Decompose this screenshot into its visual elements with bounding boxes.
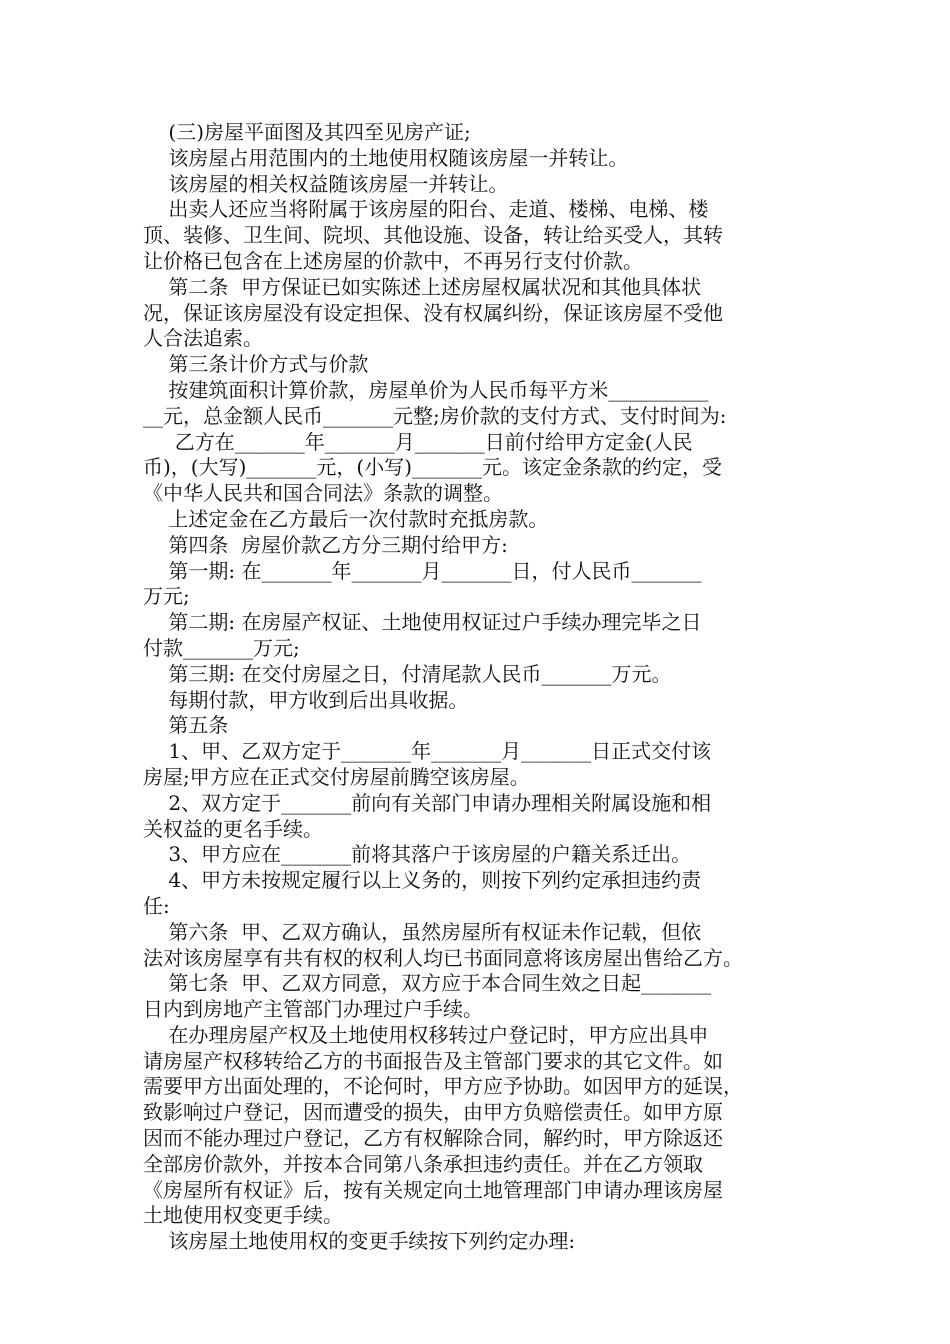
- contract-body: [143, 120, 813, 1255]
- text-line: 出卖人还应当将附属于该房屋的阳台、走道、楼梯、电梯、楼: [143, 197, 709, 222]
- payment-phase-2: 第二期: 在房屋产权证、土地使用权证过户手续办理完毕之日: [143, 610, 702, 635]
- text-line: 每期付款，甲方收到后出具收据。: [143, 687, 469, 712]
- text-line: 土地使用权变更手续。: [143, 1203, 343, 1228]
- text-line: 关权益的更名手续。: [143, 816, 323, 841]
- text-line: 付款_______万元;: [143, 635, 300, 660]
- text-line: 币)，(大写)_______元，(小写)_______元。该定金条款的约定，受: [143, 455, 723, 480]
- text-line: 万元;: [143, 584, 190, 609]
- text-line: 该房屋占用范围内的土地使用权随该房屋一并转让。: [143, 145, 629, 170]
- text-line: 3、甲方应在_______前将其落户于该房屋的户籍关系迁出。: [143, 842, 692, 867]
- article-5-heading: 第五条: [143, 713, 229, 738]
- text-line: 1、甲、乙双方定于_______年_______月_______日正式交付该: [143, 739, 712, 764]
- text-line: 需要甲方出面处理的，不论何时，甲方应予协助。如因甲方的延误，: [143, 1074, 743, 1099]
- text-line: (三)房屋平面图及其四至见房产证;: [143, 120, 471, 144]
- text-line: 全部房价款外，并按本合同第八条承担违约责任。并在乙方领取: [143, 1151, 703, 1176]
- text-line: 因而不能办理过户登记，乙方有权解除合同，解约时，甲方除返还: [143, 1126, 723, 1151]
- text-line: 按建筑面积计算价款，房屋单价为人民币每平方米__________: [143, 377, 709, 402]
- text-line: 在办理房屋产权及土地使用权移转过户登记时，甲方应出具申: [143, 1022, 709, 1047]
- text-line: 法对该房屋享有共有权的权利人均已书面同意将该房屋出售给乙方。: [143, 945, 743, 970]
- text-line: 请房屋产权移转给乙方的书面报告及主管部门要求的其它文件。如: [143, 1048, 723, 1073]
- article-2-line: 第二条 甲方保证已如实陈述上述房屋权属状况和其他具体状: [143, 274, 702, 299]
- text-line: 《中华人民共和国合同法》条款的调整。: [143, 481, 503, 506]
- text-line: 致影响过户登记，因而遭受的损失，由甲方负赔偿责任。如甲方原: [143, 1100, 723, 1125]
- text-line: 乙方在_______年_______月_______日前付给甲方定金(人民: [143, 429, 693, 454]
- text-line: 上述定金在乙方最后一次付款时充抵房款。: [143, 506, 549, 531]
- article-3-heading: 第三条计价方式与价款: [143, 352, 369, 377]
- text-line: 人合法追索。: [143, 326, 263, 351]
- text-line: 4、甲方未按规定履行以上义务的，则按下列约定承担违约责: [143, 868, 702, 893]
- article-7-line: 第七条 甲、乙双方同意，双方应于本合同生效之日起_______: [143, 971, 712, 996]
- article-6-line: 第六条 甲、乙双方确认，虽然房屋所有权证未作记载，但依: [143, 919, 702, 944]
- text-line: 2、双方定于_______前向有关部门申请办理相关附属设施和相: [143, 790, 712, 815]
- text-line: 该房屋土地使用权的变更手续按下列约定办理:: [143, 1229, 576, 1254]
- text-line: 《房屋所有权证》后，按有关规定向土地管理部门申请办理该房屋: [143, 1177, 723, 1202]
- payment-phase-3: 第三期: 在交付房屋之日，付清尾款人民币_______万元。: [143, 661, 672, 686]
- text-line: 该房屋的相关权益随该房屋一并转让。: [143, 171, 509, 196]
- text-line: 让价格已包含在上述房屋的价款中，不再另行支付价款。: [143, 248, 643, 273]
- article-4-heading: 第四条 房屋价款乙方分三期付给甲方:: [143, 532, 508, 557]
- text-line: 况，保证该房屋没有设定担保、没有权属纠纷，保证该房屋不受他: [143, 300, 723, 325]
- payment-phase-1: 第一期: 在_______年_______月_______日，付人民币_______: [143, 558, 702, 583]
- text-line: 任:: [143, 893, 170, 918]
- text-line: 房屋;甲方应在正式交付房屋前腾空该房屋。: [143, 764, 530, 789]
- text-line: 日内到房地产主管部门办理过户手续。: [143, 997, 483, 1022]
- text-line: __元，总金额人民币_______元整;房价款的支付方式、支付时间为:: [143, 403, 727, 428]
- text-line: 顶、装修、卫生间、院坝、其他设施、设备，转让给买受人，其转: [143, 223, 723, 248]
